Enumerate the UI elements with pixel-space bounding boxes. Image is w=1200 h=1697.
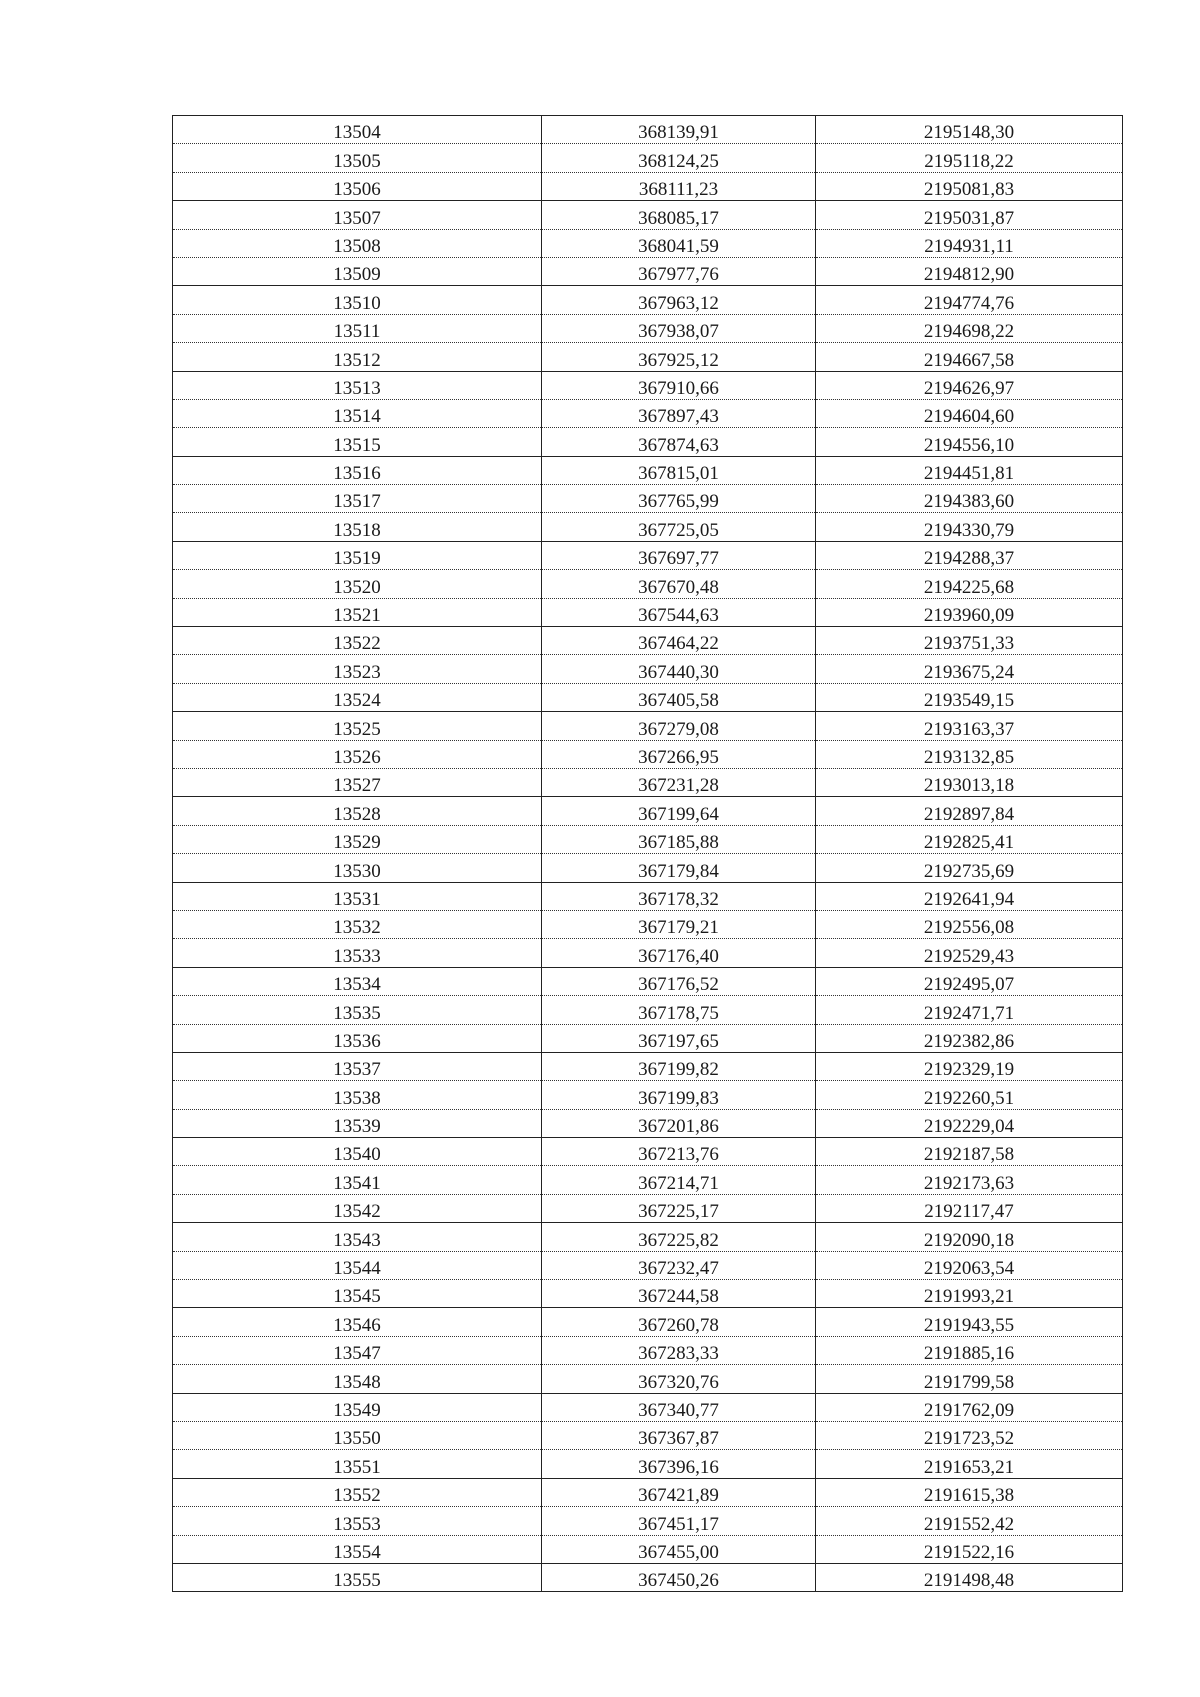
y-coordinate-cell: 2194604,60 <box>816 399 1123 427</box>
y-coordinate-cell: 2194451,81 <box>816 456 1123 484</box>
y-coordinate-cell: 2192260,51 <box>816 1081 1123 1109</box>
point-number-cell: 13554 <box>173 1535 542 1563</box>
y-coordinate-cell: 2191762,09 <box>816 1393 1123 1421</box>
point-number-cell: 13520 <box>173 570 542 598</box>
x-coordinate-cell: 367199,64 <box>542 797 816 825</box>
coordinates-table-body <box>173 116 1123 1592</box>
table-row <box>173 541 1123 569</box>
point-number-cell: 13512 <box>173 343 542 371</box>
table-row <box>173 1535 1123 1563</box>
y-coordinate-cell: 2195031,87 <box>816 201 1123 229</box>
point-number-cell: 13534 <box>173 967 542 995</box>
y-coordinate-cell: 2194556,10 <box>816 428 1123 456</box>
x-coordinate-cell: 367179,84 <box>542 854 816 882</box>
point-number-cell: 13513 <box>173 371 542 399</box>
point-number-cell: 13540 <box>173 1138 542 1166</box>
table-row <box>173 1421 1123 1449</box>
point-number-cell: 13528 <box>173 797 542 825</box>
x-coordinate-cell: 367199,82 <box>542 1052 816 1080</box>
point-number-cell: 13521 <box>173 598 542 626</box>
table-row <box>173 683 1123 711</box>
y-coordinate-cell: 2193163,37 <box>816 712 1123 740</box>
point-number-cell: 13541 <box>173 1166 542 1194</box>
x-coordinate-cell: 367815,01 <box>542 456 816 484</box>
y-coordinate-cell: 2192529,43 <box>816 939 1123 967</box>
table-row <box>173 939 1123 967</box>
table-row <box>173 1251 1123 1279</box>
x-coordinate-cell: 367225,82 <box>542 1223 816 1251</box>
y-coordinate-cell: 2192382,86 <box>816 1024 1123 1052</box>
point-number-cell: 13550 <box>173 1421 542 1449</box>
x-coordinate-cell: 367232,47 <box>542 1251 816 1279</box>
x-coordinate-cell: 367279,08 <box>542 712 816 740</box>
x-coordinate-cell: 367396,16 <box>542 1450 816 1478</box>
table-row <box>173 257 1123 285</box>
y-coordinate-cell: 2191943,55 <box>816 1308 1123 1336</box>
y-coordinate-cell: 2192897,84 <box>816 797 1123 825</box>
point-number-cell: 13506 <box>173 172 542 200</box>
table-row <box>173 1223 1123 1251</box>
y-coordinate-cell: 2192471,71 <box>816 996 1123 1024</box>
point-number-cell: 13509 <box>173 257 542 285</box>
table-row <box>173 1109 1123 1137</box>
y-coordinate-cell: 2192173,63 <box>816 1166 1123 1194</box>
x-coordinate-cell: 368085,17 <box>542 201 816 229</box>
point-number-cell: 13526 <box>173 740 542 768</box>
x-coordinate-cell: 367340,77 <box>542 1393 816 1421</box>
table-row <box>173 1393 1123 1421</box>
y-coordinate-cell: 2192329,19 <box>816 1052 1123 1080</box>
y-coordinate-cell: 2193675,24 <box>816 655 1123 683</box>
x-coordinate-cell: 367977,76 <box>542 257 816 285</box>
table-row <box>173 229 1123 257</box>
y-coordinate-cell: 2193132,85 <box>816 740 1123 768</box>
y-coordinate-cell: 2193960,09 <box>816 598 1123 626</box>
table-row <box>173 1336 1123 1364</box>
y-coordinate-cell: 2194931,11 <box>816 229 1123 257</box>
point-number-cell: 13538 <box>173 1081 542 1109</box>
table-row <box>173 144 1123 172</box>
table-row <box>173 286 1123 314</box>
point-number-cell: 13511 <box>173 314 542 342</box>
x-coordinate-cell: 367176,52 <box>542 967 816 995</box>
y-coordinate-cell: 2192735,69 <box>816 854 1123 882</box>
point-number-cell: 13523 <box>173 655 542 683</box>
point-number-cell: 13545 <box>173 1280 542 1308</box>
point-number-cell: 13553 <box>173 1507 542 1535</box>
x-coordinate-cell: 367266,95 <box>542 740 816 768</box>
table-row <box>173 1308 1123 1336</box>
y-coordinate-cell: 2194626,97 <box>816 371 1123 399</box>
table-row <box>173 1563 1123 1591</box>
y-coordinate-cell: 2192229,04 <box>816 1109 1123 1137</box>
y-coordinate-cell: 2195118,22 <box>816 144 1123 172</box>
point-number-cell: 13514 <box>173 399 542 427</box>
x-coordinate-cell: 367176,40 <box>542 939 816 967</box>
point-number-cell: 13549 <box>173 1393 542 1421</box>
y-coordinate-cell: 2191552,42 <box>816 1507 1123 1535</box>
point-number-cell: 13519 <box>173 541 542 569</box>
table-row <box>173 1194 1123 1222</box>
table-row <box>173 627 1123 655</box>
table-row <box>173 1365 1123 1393</box>
table-row <box>173 513 1123 541</box>
y-coordinate-cell: 2191993,21 <box>816 1280 1123 1308</box>
point-number-cell: 13515 <box>173 428 542 456</box>
table-row <box>173 1052 1123 1080</box>
x-coordinate-cell: 367670,48 <box>542 570 816 598</box>
x-coordinate-cell: 367897,43 <box>542 399 816 427</box>
table-row <box>173 598 1123 626</box>
point-number-cell: 13537 <box>173 1052 542 1080</box>
table-row <box>173 371 1123 399</box>
table-row <box>173 201 1123 229</box>
y-coordinate-cell: 2191723,52 <box>816 1421 1123 1449</box>
y-coordinate-cell: 2192556,08 <box>816 910 1123 938</box>
x-coordinate-cell: 367910,66 <box>542 371 816 399</box>
table-row <box>173 343 1123 371</box>
table-row <box>173 570 1123 598</box>
y-coordinate-cell: 2194288,37 <box>816 541 1123 569</box>
point-number-cell: 13504 <box>173 116 542 144</box>
y-coordinate-cell: 2191498,48 <box>816 1563 1123 1591</box>
table-row <box>173 967 1123 995</box>
table-row <box>173 825 1123 853</box>
table-row <box>173 1478 1123 1506</box>
point-number-cell: 13544 <box>173 1251 542 1279</box>
x-coordinate-cell: 367421,89 <box>542 1478 816 1506</box>
table-row <box>173 1138 1123 1166</box>
point-number-cell: 13542 <box>173 1194 542 1222</box>
table-row <box>173 399 1123 427</box>
table-row <box>173 882 1123 910</box>
point-number-cell: 13524 <box>173 683 542 711</box>
x-coordinate-cell: 367874,63 <box>542 428 816 456</box>
point-number-cell: 13505 <box>173 144 542 172</box>
x-coordinate-cell: 367178,32 <box>542 882 816 910</box>
y-coordinate-cell: 2192063,54 <box>816 1251 1123 1279</box>
x-coordinate-cell: 367260,78 <box>542 1308 816 1336</box>
table-row <box>173 172 1123 200</box>
point-number-cell: 13536 <box>173 1024 542 1052</box>
point-number-cell: 13535 <box>173 996 542 1024</box>
x-coordinate-cell: 367213,76 <box>542 1138 816 1166</box>
table-row <box>173 910 1123 938</box>
x-coordinate-cell: 367244,58 <box>542 1280 816 1308</box>
x-coordinate-cell: 367544,63 <box>542 598 816 626</box>
point-number-cell: 13532 <box>173 910 542 938</box>
point-number-cell: 13516 <box>173 456 542 484</box>
y-coordinate-cell: 2192825,41 <box>816 825 1123 853</box>
y-coordinate-cell: 2191653,21 <box>816 1450 1123 1478</box>
y-coordinate-cell: 2194330,79 <box>816 513 1123 541</box>
table-row <box>173 116 1123 144</box>
x-coordinate-cell: 367697,77 <box>542 541 816 569</box>
point-number-cell: 13543 <box>173 1223 542 1251</box>
x-coordinate-cell: 367455,00 <box>542 1535 816 1563</box>
y-coordinate-cell: 2194774,76 <box>816 286 1123 314</box>
x-coordinate-cell: 367725,05 <box>542 513 816 541</box>
point-number-cell: 13529 <box>173 825 542 853</box>
table-row <box>173 712 1123 740</box>
y-coordinate-cell: 2195081,83 <box>816 172 1123 200</box>
x-coordinate-cell: 367320,76 <box>542 1365 816 1393</box>
x-coordinate-cell: 367938,07 <box>542 314 816 342</box>
table-row <box>173 1280 1123 1308</box>
y-coordinate-cell: 2192495,07 <box>816 967 1123 995</box>
y-coordinate-cell: 2193751,33 <box>816 627 1123 655</box>
y-coordinate-cell: 2192187,58 <box>816 1138 1123 1166</box>
point-number-cell: 13530 <box>173 854 542 882</box>
table-row <box>173 768 1123 796</box>
point-number-cell: 13531 <box>173 882 542 910</box>
point-number-cell: 13546 <box>173 1308 542 1336</box>
x-coordinate-cell: 367199,83 <box>542 1081 816 1109</box>
y-coordinate-cell: 2191522,16 <box>816 1535 1123 1563</box>
y-coordinate-cell: 2195148,30 <box>816 116 1123 144</box>
y-coordinate-cell: 2191615,38 <box>816 1478 1123 1506</box>
table-row <box>173 1081 1123 1109</box>
y-coordinate-cell: 2194225,68 <box>816 570 1123 598</box>
point-number-cell: 13507 <box>173 201 542 229</box>
x-coordinate-cell: 367367,87 <box>542 1421 816 1449</box>
point-number-cell: 13518 <box>173 513 542 541</box>
point-number-cell: 13539 <box>173 1109 542 1137</box>
y-coordinate-cell: 2191799,58 <box>816 1365 1123 1393</box>
x-coordinate-cell: 367197,65 <box>542 1024 816 1052</box>
table-row <box>173 314 1123 342</box>
y-coordinate-cell: 2194383,60 <box>816 485 1123 513</box>
x-coordinate-cell: 367179,21 <box>542 910 816 938</box>
x-coordinate-cell: 368111,23 <box>542 172 816 200</box>
y-coordinate-cell: 2192090,18 <box>816 1223 1123 1251</box>
x-coordinate-cell: 367178,75 <box>542 996 816 1024</box>
x-coordinate-cell: 367925,12 <box>542 343 816 371</box>
point-number-cell: 13555 <box>173 1563 542 1591</box>
x-coordinate-cell: 367185,88 <box>542 825 816 853</box>
point-number-cell: 13525 <box>173 712 542 740</box>
x-coordinate-cell: 367765,99 <box>542 485 816 513</box>
x-coordinate-cell: 367405,58 <box>542 683 816 711</box>
x-coordinate-cell: 368041,59 <box>542 229 816 257</box>
x-coordinate-cell: 368124,25 <box>542 144 816 172</box>
table-row <box>173 1166 1123 1194</box>
table-row <box>173 1024 1123 1052</box>
x-coordinate-cell: 368139,91 <box>542 116 816 144</box>
table-row <box>173 456 1123 484</box>
coordinates-table <box>172 115 1123 1592</box>
point-number-cell: 13508 <box>173 229 542 257</box>
x-coordinate-cell: 367214,71 <box>542 1166 816 1194</box>
x-coordinate-cell: 367283,33 <box>542 1336 816 1364</box>
point-number-cell: 13548 <box>173 1365 542 1393</box>
table-row <box>173 854 1123 882</box>
table-row <box>173 996 1123 1024</box>
table-row <box>173 1507 1123 1535</box>
table-row <box>173 797 1123 825</box>
point-number-cell: 13552 <box>173 1478 542 1506</box>
point-number-cell: 13517 <box>173 485 542 513</box>
table-row <box>173 740 1123 768</box>
y-coordinate-cell: 2194667,58 <box>816 343 1123 371</box>
point-number-cell: 13522 <box>173 627 542 655</box>
table-row <box>173 428 1123 456</box>
x-coordinate-cell: 367440,30 <box>542 655 816 683</box>
table-row <box>173 655 1123 683</box>
y-coordinate-cell: 2193013,18 <box>816 768 1123 796</box>
x-coordinate-cell: 367225,17 <box>542 1194 816 1222</box>
table-row <box>173 1450 1123 1478</box>
y-coordinate-cell: 2194698,22 <box>816 314 1123 342</box>
y-coordinate-cell: 2192641,94 <box>816 882 1123 910</box>
y-coordinate-cell: 2194812,90 <box>816 257 1123 285</box>
x-coordinate-cell: 367450,26 <box>542 1563 816 1591</box>
point-number-cell: 13551 <box>173 1450 542 1478</box>
point-number-cell: 13533 <box>173 939 542 967</box>
y-coordinate-cell: 2191885,16 <box>816 1336 1123 1364</box>
table-row <box>173 485 1123 513</box>
x-coordinate-cell: 367451,17 <box>542 1507 816 1535</box>
x-coordinate-cell: 367231,28 <box>542 768 816 796</box>
point-number-cell: 13527 <box>173 768 542 796</box>
y-coordinate-cell: 2192117,47 <box>816 1194 1123 1222</box>
x-coordinate-cell: 367201,86 <box>542 1109 816 1137</box>
point-number-cell: 13547 <box>173 1336 542 1364</box>
x-coordinate-cell: 367963,12 <box>542 286 816 314</box>
y-coordinate-cell: 2193549,15 <box>816 683 1123 711</box>
point-number-cell: 13510 <box>173 286 542 314</box>
x-coordinate-cell: 367464,22 <box>542 627 816 655</box>
